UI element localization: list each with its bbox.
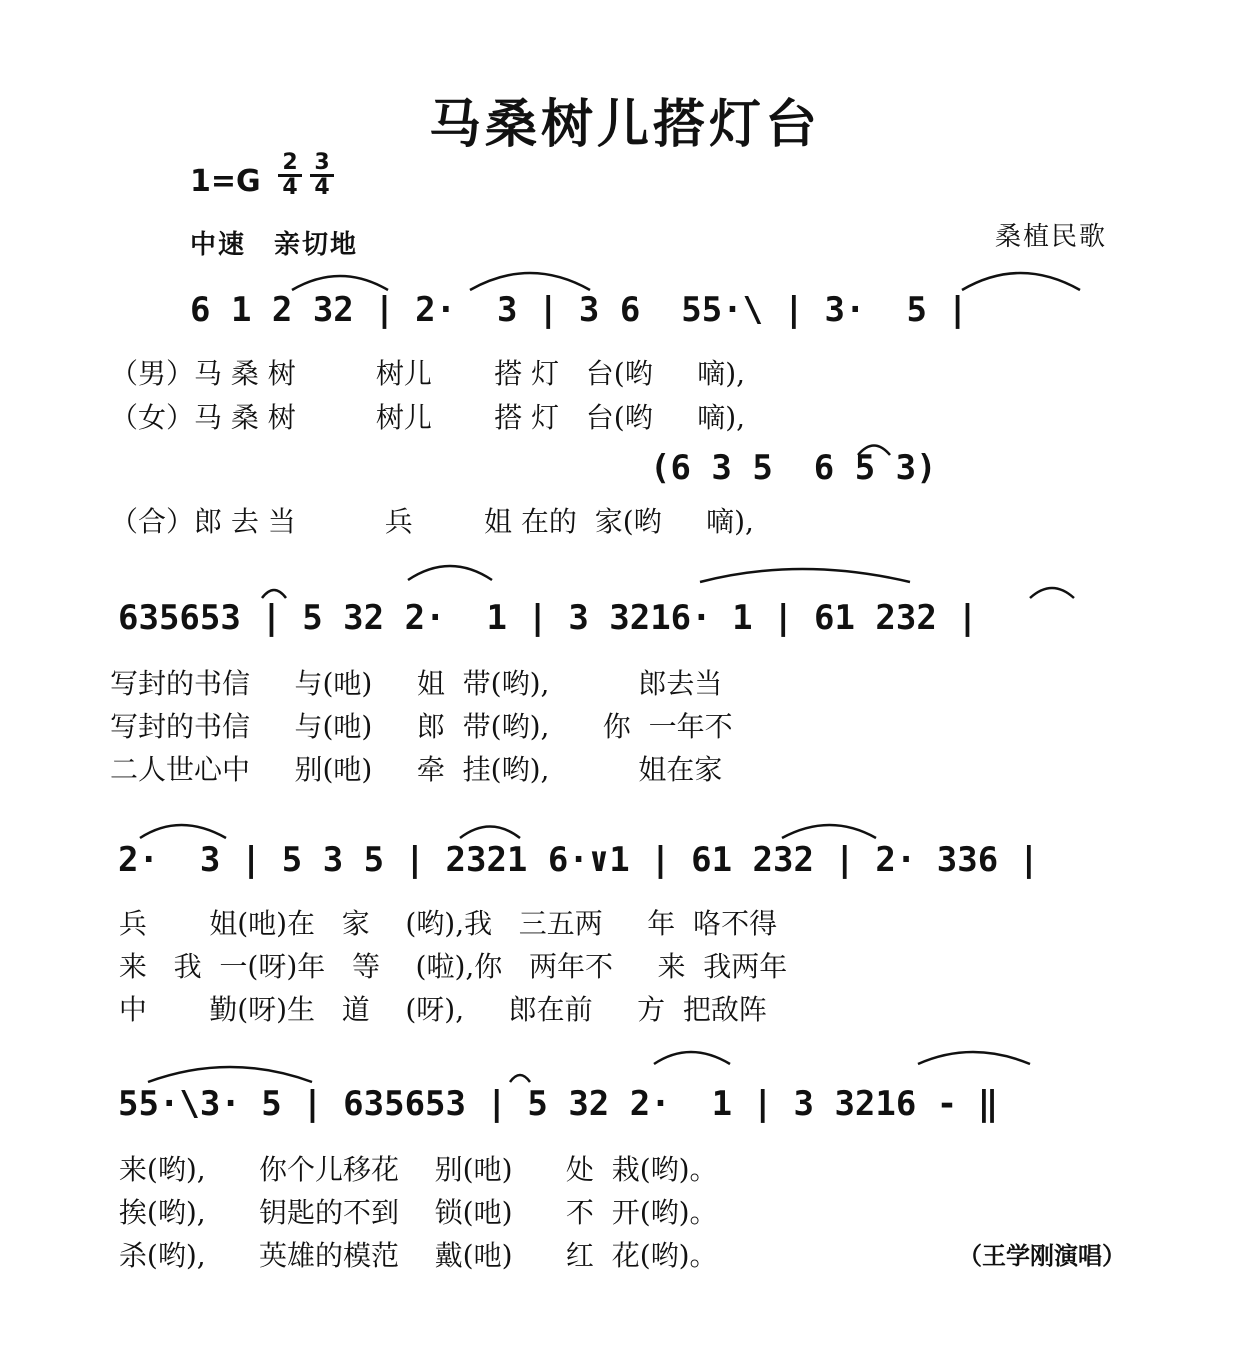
- lyric-line-male: （男）马 桑 树 树儿 搭 灯 台(哟 嘀),: [110, 357, 746, 390]
- time-signature-3-4: $\frac{3}{4}$: [310, 152, 334, 199]
- slur: [292, 276, 388, 290]
- slur: [654, 1052, 730, 1064]
- lyric-line-verse-2: 写封的书信 与(吔) 郎 带(哟), 你 一年不: [110, 710, 733, 743]
- lyric-line-verse-2: 挨(哟), 钥匙的不到 锁(吔) 不 开(哟)。: [110, 1196, 718, 1229]
- tempo-marking: 中速 亲切地: [190, 230, 359, 260]
- lyric-line-verse-2: 来 我 一(呀)年 等 (啦),你 两年不 来 我两年: [110, 950, 788, 983]
- slur: [408, 566, 492, 580]
- notation-line: 635653 | 5 32 2· 1 | 3 3216· 1 | 61 232 |: [118, 598, 978, 638]
- slur: [858, 446, 890, 456]
- notation-line: 55·\3· 5 | 635653 | 5 32 2· 1 | 3 3216 - ‖: [118, 1084, 999, 1124]
- slur: [510, 1075, 530, 1082]
- song-title: 马桑树儿搭灯台: [428, 95, 821, 155]
- song-source: 桑植民歌: [995, 222, 1108, 252]
- slur: [962, 273, 1080, 290]
- lyric-line-verse-1: 写封的书信 与(吔) 姐 带(哟), 郎去当: [110, 667, 723, 700]
- notation-line: 6 1 2 32 | 2· 3 | 3 6 55·\ | 3· 5 |: [190, 290, 968, 330]
- bracket-notation: (6 3 5 6 5 3): [650, 448, 937, 488]
- slur: [460, 827, 520, 839]
- lyric-line-verse-1: 来(哟), 你个儿移花 别(吔) 处 栽(哟)。: [110, 1153, 718, 1186]
- performer-credit: （王学刚演唱）: [958, 1242, 1126, 1270]
- slur: [262, 590, 286, 598]
- slur: [700, 569, 910, 582]
- time-signature-2-4: $\frac{2}{4}$: [278, 152, 302, 199]
- slur: [140, 825, 226, 838]
- slur: [918, 1052, 1030, 1064]
- lyric-line-verse-3: 二人世心中 别(吔) 牵 挂(哟), 姐在家: [110, 753, 723, 786]
- slur: [782, 825, 876, 838]
- lyric-line-verse-1: 兵 姐(吔)在 家 (哟),我 三五两 年 咯不得: [110, 907, 778, 940]
- key-signature: 1=G: [190, 164, 261, 199]
- slur: [1030, 588, 1074, 598]
- lyric-line-female: （女）马 桑 树 树儿 搭 灯 台(哟 嘀),: [110, 401, 746, 434]
- notation-line: 2· 3 | 5 3 5 | 2321 6·∨1 | 61 232 | 2· 336 |: [118, 840, 1040, 880]
- slur: [470, 273, 590, 290]
- lyric-line-chorus: （合）郎 去 当 兵 姐 在的 家(哟 嘀),: [110, 505, 754, 538]
- lyric-line-verse-3: 杀(哟), 英雄的模范 戴(吔) 红 花(哟)。: [110, 1239, 718, 1272]
- slur: [148, 1067, 312, 1082]
- lyric-line-verse-3: 中 勤(呀)生 道 (呀), 郎在前 方 把敌阵: [110, 993, 767, 1026]
